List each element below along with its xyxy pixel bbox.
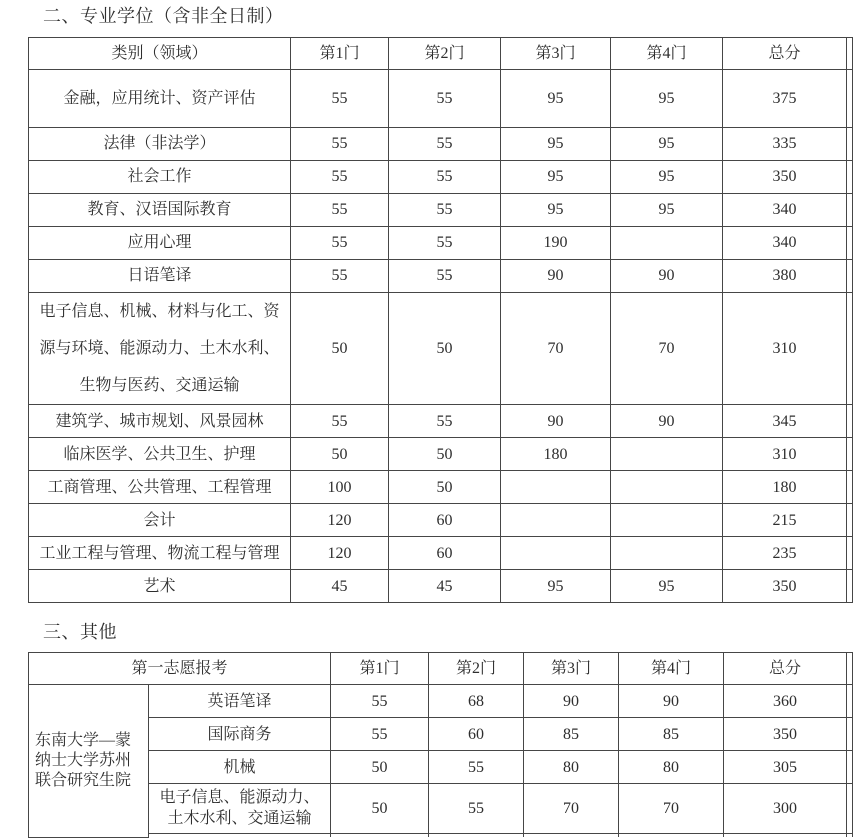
score-cell: 120 xyxy=(291,504,389,537)
cropped-edge-cell xyxy=(847,194,853,227)
score-cell: 345 xyxy=(723,405,847,438)
table-row xyxy=(29,260,853,293)
score-cell: 190 xyxy=(501,227,611,260)
cropped-edge-cell xyxy=(847,751,853,784)
cropped-edge-cell xyxy=(847,438,853,471)
score-cell: 310 xyxy=(723,293,847,405)
score-cell: 350 xyxy=(724,718,847,751)
score-cell: 55 xyxy=(291,70,389,128)
score-cell: 55 xyxy=(291,405,389,438)
score-cell: 95 xyxy=(611,161,723,194)
score-cell: 90 xyxy=(619,685,724,718)
score-cell xyxy=(611,471,723,504)
cropped-edge-cell xyxy=(847,718,853,751)
partial-cell xyxy=(429,834,524,838)
cropped-edge-cell xyxy=(847,504,853,537)
score-cell: 310 xyxy=(723,438,847,471)
program-cell: 国际商务 xyxy=(149,718,331,751)
cropped-edge-cell xyxy=(847,227,853,260)
table-row xyxy=(29,685,853,718)
partial-cell xyxy=(331,834,429,838)
cropped-edge-cell xyxy=(847,260,853,293)
category-cell: 工业工程与管理、物流工程与管理 xyxy=(29,537,291,570)
score-cell: 85 xyxy=(619,718,724,751)
table-row xyxy=(29,751,853,784)
cropped-edge-cell xyxy=(847,161,853,194)
score-cell: 375 xyxy=(723,70,847,128)
score-cell: 55 xyxy=(331,685,429,718)
score-cell: 90 xyxy=(501,405,611,438)
score-cell: 95 xyxy=(501,128,611,161)
partial-cell xyxy=(724,834,847,838)
score-cell: 68 xyxy=(429,685,524,718)
score-cell: 95 xyxy=(501,570,611,603)
section3-title: 三、其他 xyxy=(43,622,117,643)
category-cell: 金融，应用统计、资产评估 xyxy=(29,70,291,128)
score-cell: 55 xyxy=(389,405,501,438)
cropped-edge-cell xyxy=(847,128,853,161)
score-cell: 90 xyxy=(501,260,611,293)
cropped-edge-cell xyxy=(847,685,853,718)
score-cell: 235 xyxy=(723,537,847,570)
table-row xyxy=(29,128,853,161)
score-cell xyxy=(611,438,723,471)
table-row xyxy=(29,70,853,128)
cropped-edge-cell xyxy=(847,471,853,504)
score-cell: 90 xyxy=(524,685,619,718)
score-cell: 50 xyxy=(331,784,429,834)
category-cell: 艺术 xyxy=(29,570,291,603)
table-row xyxy=(29,471,853,504)
score-cell xyxy=(611,504,723,537)
score-cell xyxy=(611,537,723,570)
partial-cell xyxy=(847,834,853,838)
score-cell: 60 xyxy=(429,718,524,751)
table-row xyxy=(29,161,853,194)
column-header-subject1: 第1门 xyxy=(291,38,389,70)
score-cell: 95 xyxy=(611,194,723,227)
score-cell: 70 xyxy=(524,784,619,834)
score-cell: 95 xyxy=(501,70,611,128)
section2-title: 二、专业学位（含非全日制） xyxy=(43,6,284,26)
score-cell: 80 xyxy=(524,751,619,784)
column-header-subject2: 第2门 xyxy=(389,38,501,70)
score-cell: 55 xyxy=(389,194,501,227)
category-cell: 日语笔译 xyxy=(29,260,291,293)
score-cell: 50 xyxy=(331,751,429,784)
score-cell: 55 xyxy=(291,128,389,161)
score-cell: 55 xyxy=(331,718,429,751)
score-cell: 70 xyxy=(619,784,724,834)
column-header-category: 类别（领域） xyxy=(29,38,291,70)
score-cell: 95 xyxy=(611,70,723,128)
score-cell: 60 xyxy=(389,504,501,537)
category-cell: 教育、汉语国际教育 xyxy=(29,194,291,227)
column-header-total: 总分 xyxy=(724,653,847,685)
table-row xyxy=(29,718,853,751)
score-cell: 350 xyxy=(723,161,847,194)
score-cell: 95 xyxy=(501,194,611,227)
category-cell: 临床医学、公共卫生、护理 xyxy=(29,438,291,471)
table-row xyxy=(29,537,853,570)
column-header-first-choice: 第一志愿报考 xyxy=(29,653,331,685)
column-header-subject2: 第2门 xyxy=(429,653,524,685)
score-cell: 50 xyxy=(291,293,389,405)
table-row xyxy=(29,784,853,834)
professional-degree-score-table xyxy=(28,37,853,603)
score-cell: 95 xyxy=(611,128,723,161)
category-cell: 电子信息、机械、材料与化工、资源与环境、能源动力、土木水利、生物与医药、交通运输 xyxy=(29,293,291,405)
score-cell: 55 xyxy=(389,227,501,260)
cropped-edge-cell xyxy=(847,570,853,603)
score-cell: 180 xyxy=(723,471,847,504)
score-cell: 300 xyxy=(724,784,847,834)
score-cell: 350 xyxy=(723,570,847,603)
category-cell: 建筑学、城市规划、风景园林 xyxy=(29,405,291,438)
category-cell: 应用心理 xyxy=(29,227,291,260)
cropped-edge-cell xyxy=(847,405,853,438)
column-header-subject1: 第1门 xyxy=(331,653,429,685)
score-cell: 90 xyxy=(611,405,723,438)
column-header-subject4: 第4门 xyxy=(619,653,724,685)
score-cell xyxy=(501,537,611,570)
table-row xyxy=(29,504,853,537)
header-row xyxy=(29,38,853,70)
table-row xyxy=(29,194,853,227)
score-cell: 50 xyxy=(291,438,389,471)
score-cell: 80 xyxy=(619,751,724,784)
program-cell: 电子信息、能源动力、土木水利、交通运输 xyxy=(149,784,331,834)
score-cell: 55 xyxy=(291,194,389,227)
other-score-table xyxy=(28,652,853,838)
partial-cell xyxy=(619,834,724,838)
score-cell: 45 xyxy=(291,570,389,603)
program-cell: 机械 xyxy=(149,751,331,784)
score-cell: 335 xyxy=(723,128,847,161)
partial-cell xyxy=(149,834,331,838)
table-row xyxy=(29,227,853,260)
score-cell: 95 xyxy=(611,570,723,603)
college-name-cell: 东南大学—蒙纳士大学苏州联合研究生院 xyxy=(29,685,149,838)
score-cell xyxy=(501,471,611,504)
category-cell: 社会工作 xyxy=(29,161,291,194)
score-cell: 70 xyxy=(501,293,611,405)
score-cell: 360 xyxy=(724,685,847,718)
score-cell: 90 xyxy=(611,260,723,293)
score-cell: 120 xyxy=(291,537,389,570)
partial-row xyxy=(29,834,853,838)
column-header-subject3: 第3门 xyxy=(524,653,619,685)
table-row xyxy=(29,405,853,438)
score-cell: 55 xyxy=(429,751,524,784)
category-cell: 法律（非法学） xyxy=(29,128,291,161)
score-cell: 55 xyxy=(291,260,389,293)
table-row xyxy=(29,438,853,471)
score-cell: 50 xyxy=(389,293,501,405)
cropped-edge-cell xyxy=(847,537,853,570)
cropped-edge-cell xyxy=(847,38,853,70)
program-cell: 英语笔译 xyxy=(149,685,331,718)
category-cell: 工商管理、公共管理、工程管理 xyxy=(29,471,291,504)
score-cell: 55 xyxy=(291,161,389,194)
cropped-edge-cell xyxy=(847,784,853,834)
score-cell: 100 xyxy=(291,471,389,504)
cropped-edge-cell xyxy=(847,653,853,685)
score-cell: 70 xyxy=(611,293,723,405)
cropped-edge-cell xyxy=(847,70,853,128)
score-cell: 95 xyxy=(501,161,611,194)
category-cell: 会计 xyxy=(29,504,291,537)
score-cell: 50 xyxy=(389,471,501,504)
header-row xyxy=(29,653,853,685)
cropped-edge-cell xyxy=(847,293,853,405)
score-cell: 215 xyxy=(723,504,847,537)
score-cell: 55 xyxy=(389,128,501,161)
column-header-total: 总分 xyxy=(723,38,847,70)
score-cell: 340 xyxy=(723,194,847,227)
table-row xyxy=(29,293,853,405)
score-cell: 55 xyxy=(389,260,501,293)
partial-cell xyxy=(524,834,619,838)
score-cell: 50 xyxy=(389,438,501,471)
score-cell: 55 xyxy=(429,784,524,834)
score-cell: 45 xyxy=(389,570,501,603)
score-cell: 55 xyxy=(389,70,501,128)
score-cell: 180 xyxy=(501,438,611,471)
score-cell: 55 xyxy=(291,227,389,260)
score-cell xyxy=(501,504,611,537)
score-cell xyxy=(611,227,723,260)
score-cell: 340 xyxy=(723,227,847,260)
table-row xyxy=(29,570,853,603)
score-cell: 85 xyxy=(524,718,619,751)
score-cell: 305 xyxy=(724,751,847,784)
column-header-subject3: 第3门 xyxy=(501,38,611,70)
score-cell: 380 xyxy=(723,260,847,293)
score-cell: 60 xyxy=(389,537,501,570)
score-cell: 55 xyxy=(389,161,501,194)
column-header-subject4: 第4门 xyxy=(611,38,723,70)
